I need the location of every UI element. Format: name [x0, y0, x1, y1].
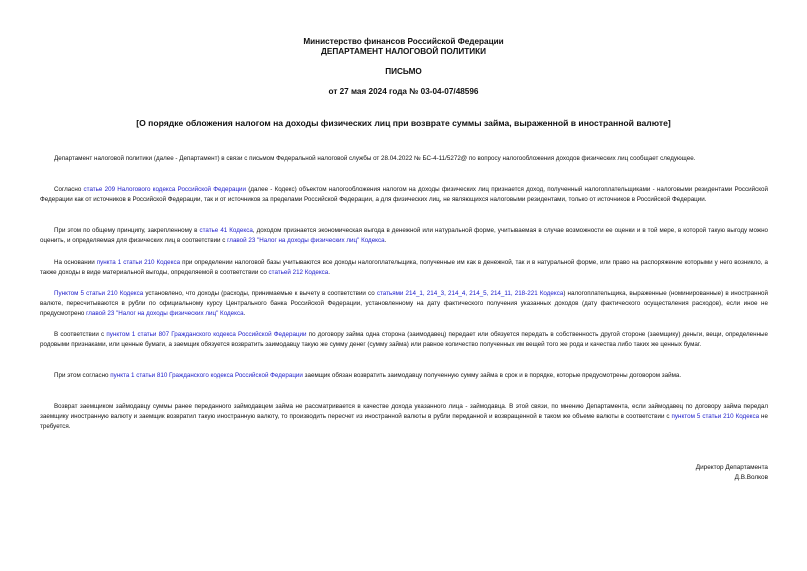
law-reference-link[interactable]: статьями 214_1, 214_3, 214_4, 214_5, 214_11, 218-221 Кодекса: [376, 290, 564, 297]
paragraph-text: .: [384, 237, 387, 244]
paragraph-text: .: [243, 310, 246, 317]
paragraph-text: установлено, что доходы (расходы, принимаемые к вычету в соответствии со: [143, 290, 377, 297]
law-reference-link[interactable]: главой 23 "Налог на доходы физических лиц" Кодекса: [227, 237, 385, 244]
law-reference-link[interactable]: пунктом 1 статьи 807 Гражданского кодекса Российской Федерации: [106, 331, 307, 338]
paragraph-text: Департамент налоговой политики (далее - Департамент) в связи с письмом Федеральной налоговой службы от 28.04.2022 № БС-4-11/5272@ по вопросу налогообложения доходов физических лиц сообщает следующее.: [54, 155, 696, 162]
paragraph: [40, 402, 768, 432]
department-name: ДЕПАРТАМЕНТ НАЛОГОВОЙ ПОЛИТИКИ: [321, 47, 486, 56]
paragraph-text: Согласно: [54, 186, 84, 193]
law-reference-link[interactable]: главой 23 "Налог на доходы физических лиц" Кодекса: [86, 310, 244, 317]
document-date-number: от 27 мая 2024 года № 03-04-07/48596: [328, 87, 479, 96]
paragraph-text: ) налогоплательщика, выраженные (номинированные) в иностранной валюте, пересчитываются в рубли по официальному курсу Центрального банка Российской Федерации, установленному на дату фактического получения указанных доходов (дату фактического осуществления расходов), если иное не предусмотрено: [40, 290, 769, 317]
paragraph: [40, 371, 768, 381]
law-reference-link[interactable]: пункта 1 статьи 210 Кодекса: [96, 259, 181, 266]
paragraph-text: Возврат заемщиком займодавцу суммы ранее переданного займодавцем займа не рассматривается в качестве дохода указанного лица - займодавца. В этой связи, по мнению Департамента, если займодавец по договору займа передал заемщику иностранную валюту и заемщик возвратил такую иностранную валюту, то производить пересчет из иностранной валюты в рубли переданной и возвращенной в таком же объеме валюты в соответствии с: [40, 403, 768, 420]
paragraph-text: при определении налоговой базы учитываются все доходы налогоплательщика, полученные им как в денежной, так и в натуральной форме, или право на распоряжение которыми у него возникло, а также доходы в виде материальной выгоды, определяемой в соответствии со: [40, 259, 768, 276]
paragraph-text: по договору займа одна сторона (заимодавец) передает или обязуется передать в собственность другой стороне (заемщику) деньги, вещи, определенные родовыми признаками, или ценные бумаги, а заемщик обязуется возвратить заимодавцу такую же сумму денег (сумму займа) или равное количество полученных им вещей того же рода и качества либо таких же ценных бумаг.: [40, 331, 769, 348]
paragraph-text: не требуется.: [40, 413, 768, 430]
signature-position: Директор Департамента: [695, 464, 768, 471]
paragraph-text: .: [328, 269, 331, 276]
paragraph-text: На основании: [54, 259, 97, 266]
paragraph: [40, 289, 768, 319]
law-reference-link[interactable]: статье 41 Кодекса: [199, 227, 253, 234]
paragraph-text: заемщик обязан возвратить заимодавцу полученную сумму займа в срок и в порядке, которые предусмотрены договором займа.: [302, 372, 682, 379]
document-subject: [О порядке обложения налогом на доходы физических лиц при возврате суммы займа, выраженной в иностранной валюте]: [136, 118, 671, 128]
signature-name: Д.В.Волков: [734, 474, 768, 481]
paragraph-text: При этом по общему принципу, закрепленному в: [54, 227, 200, 234]
paragraph-text: В соответствии с: [54, 331, 107, 338]
paragraph: [40, 154, 768, 164]
law-reference-link[interactable]: Пунктом 5 статьи 210 Кодекса: [54, 290, 144, 297]
paragraph-text: , доходом признается экономическая выгода в денежной или натуральной форме, учитываемая в случае возможности ее оценки и в той мере, в которой такую выгоду можно оценить, и определяемая для физических лиц в соответствии с: [40, 227, 768, 244]
paragraph: [40, 258, 768, 278]
document-type: ПИСЬМО: [385, 67, 422, 76]
paragraph-text: При этом согласно: [54, 372, 111, 379]
law-reference-link[interactable]: пункта 1 статьи 810 Гражданского кодекса Российской Федерации: [110, 372, 303, 379]
paragraph: [40, 330, 768, 350]
ministry-name: Министерство финансов Российской Федерации: [303, 37, 504, 46]
law-reference-link[interactable]: статьей 212 Кодекса: [268, 269, 329, 276]
law-reference-link[interactable]: пунктом 5 статьи 210 Кодекса: [671, 413, 760, 420]
law-reference-link[interactable]: статье 209 Налогового кодекса Российской Федерации: [83, 186, 247, 193]
paragraph-text: (далее - Кодекс) объектом налогообложения налогом на доходы физических лиц признается доход, полученный налогоплательщиками - налоговыми резидентами Российской Федерации как от источников в Российской Федерации, так и от источников за пределами Российской Федерации, а для физических лиц, не являющихся налоговыми резидентами, только от источников в Российской Федерации.: [40, 186, 768, 203]
paragraph: [40, 226, 768, 246]
paragraph: [40, 185, 768, 205]
